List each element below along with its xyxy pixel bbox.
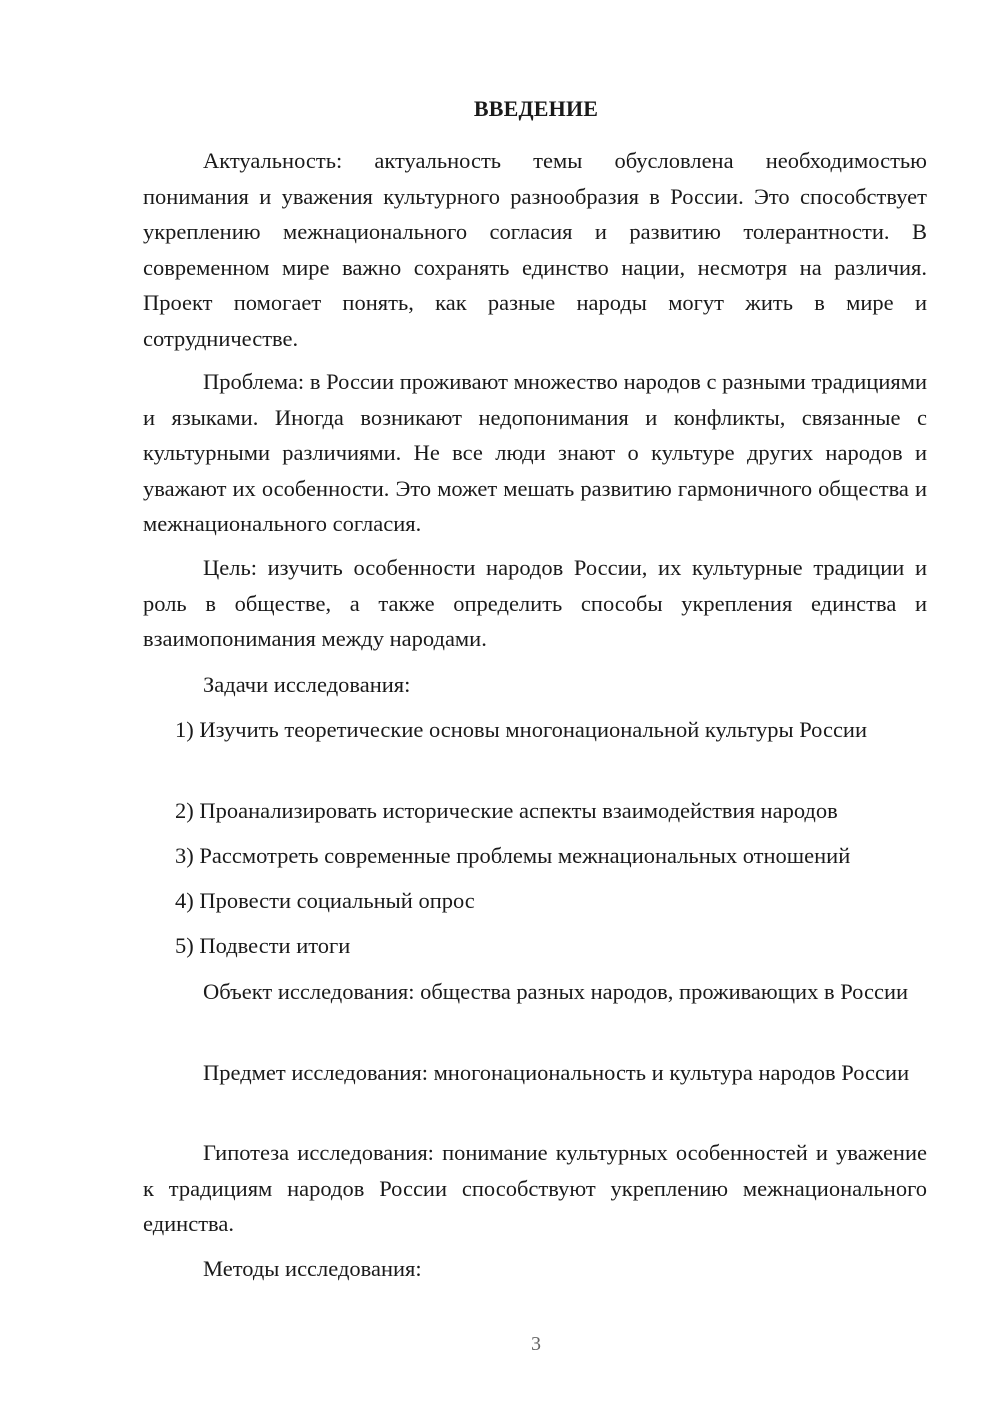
paragraph-text: Цель: изучить особенности народов России, их культурные традиции и роль в обществе, а также определить способы укрепления единства и взаимопонимания между народами. [143,555,927,651]
paragraph-relevance [143,143,927,356]
task-item-5 [143,928,927,964]
paragraph-text: Методы исследования: [203,1256,422,1281]
paragraph-object [143,974,927,1010]
task-item-2 [143,793,927,829]
list-item: 1) Изучить теоретические основы многонациональной культуры России [175,717,868,742]
paragraph-text: Гипотеза исследования: понимание культурных особенностей и уважение к традициям народов России способствуют укреплению межнационального единства. [143,1140,927,1236]
list-item: 2) Проанализировать исторические аспекты взаимодействия народов [175,798,838,823]
paragraph-text: Объект исследования: общества разных народов, проживающих в России [203,979,909,1004]
list-item: 4) Провести социальный опрос [175,888,475,913]
page-title: ВВЕДЕНИЕ [473,96,599,121]
list-item: 3) Рассмотреть современные проблемы межнациональных отношений [175,843,851,868]
paragraph-hypothesis [143,1135,927,1242]
list-item: 5) Подвести итоги [175,933,351,958]
paragraph-text: Актуальность: актуальность темы обусловлена необходимостью понимания и уважения культурного разнообразия в России. Это способствует укреплению межнационального согласия и развитию толерантности. В современном мире важно сохранять единство нации, несмотря на различия. Проект помогает понять, как разные народы могут жить в мире и сотрудничестве. [143,148,927,351]
paragraph-goal [143,550,927,657]
paragraph-text: Предмет исследования: многонациональность и культура народов России [203,1060,910,1085]
paragraph-problem [143,364,927,542]
paragraph-subject [143,1055,927,1091]
page-number: 3 [531,1333,541,1355]
tasks-heading [143,667,927,703]
paragraph-text: Проблема: в России проживают множество народов с разными традициями и языками. Иногда возникают недопонимания и конфликты, связанные с культурными различиями. Не все люди знают о культуре других народов и уважают их особенности. Это может мешать развитию гармоничного общества и межнационального согласия. [143,369,927,536]
task-item-1 [143,712,927,748]
task-item-3 [143,838,927,874]
task-item-4 [143,883,927,919]
methods-heading [143,1251,927,1287]
paragraph-text: Задачи исследования: [203,672,411,697]
